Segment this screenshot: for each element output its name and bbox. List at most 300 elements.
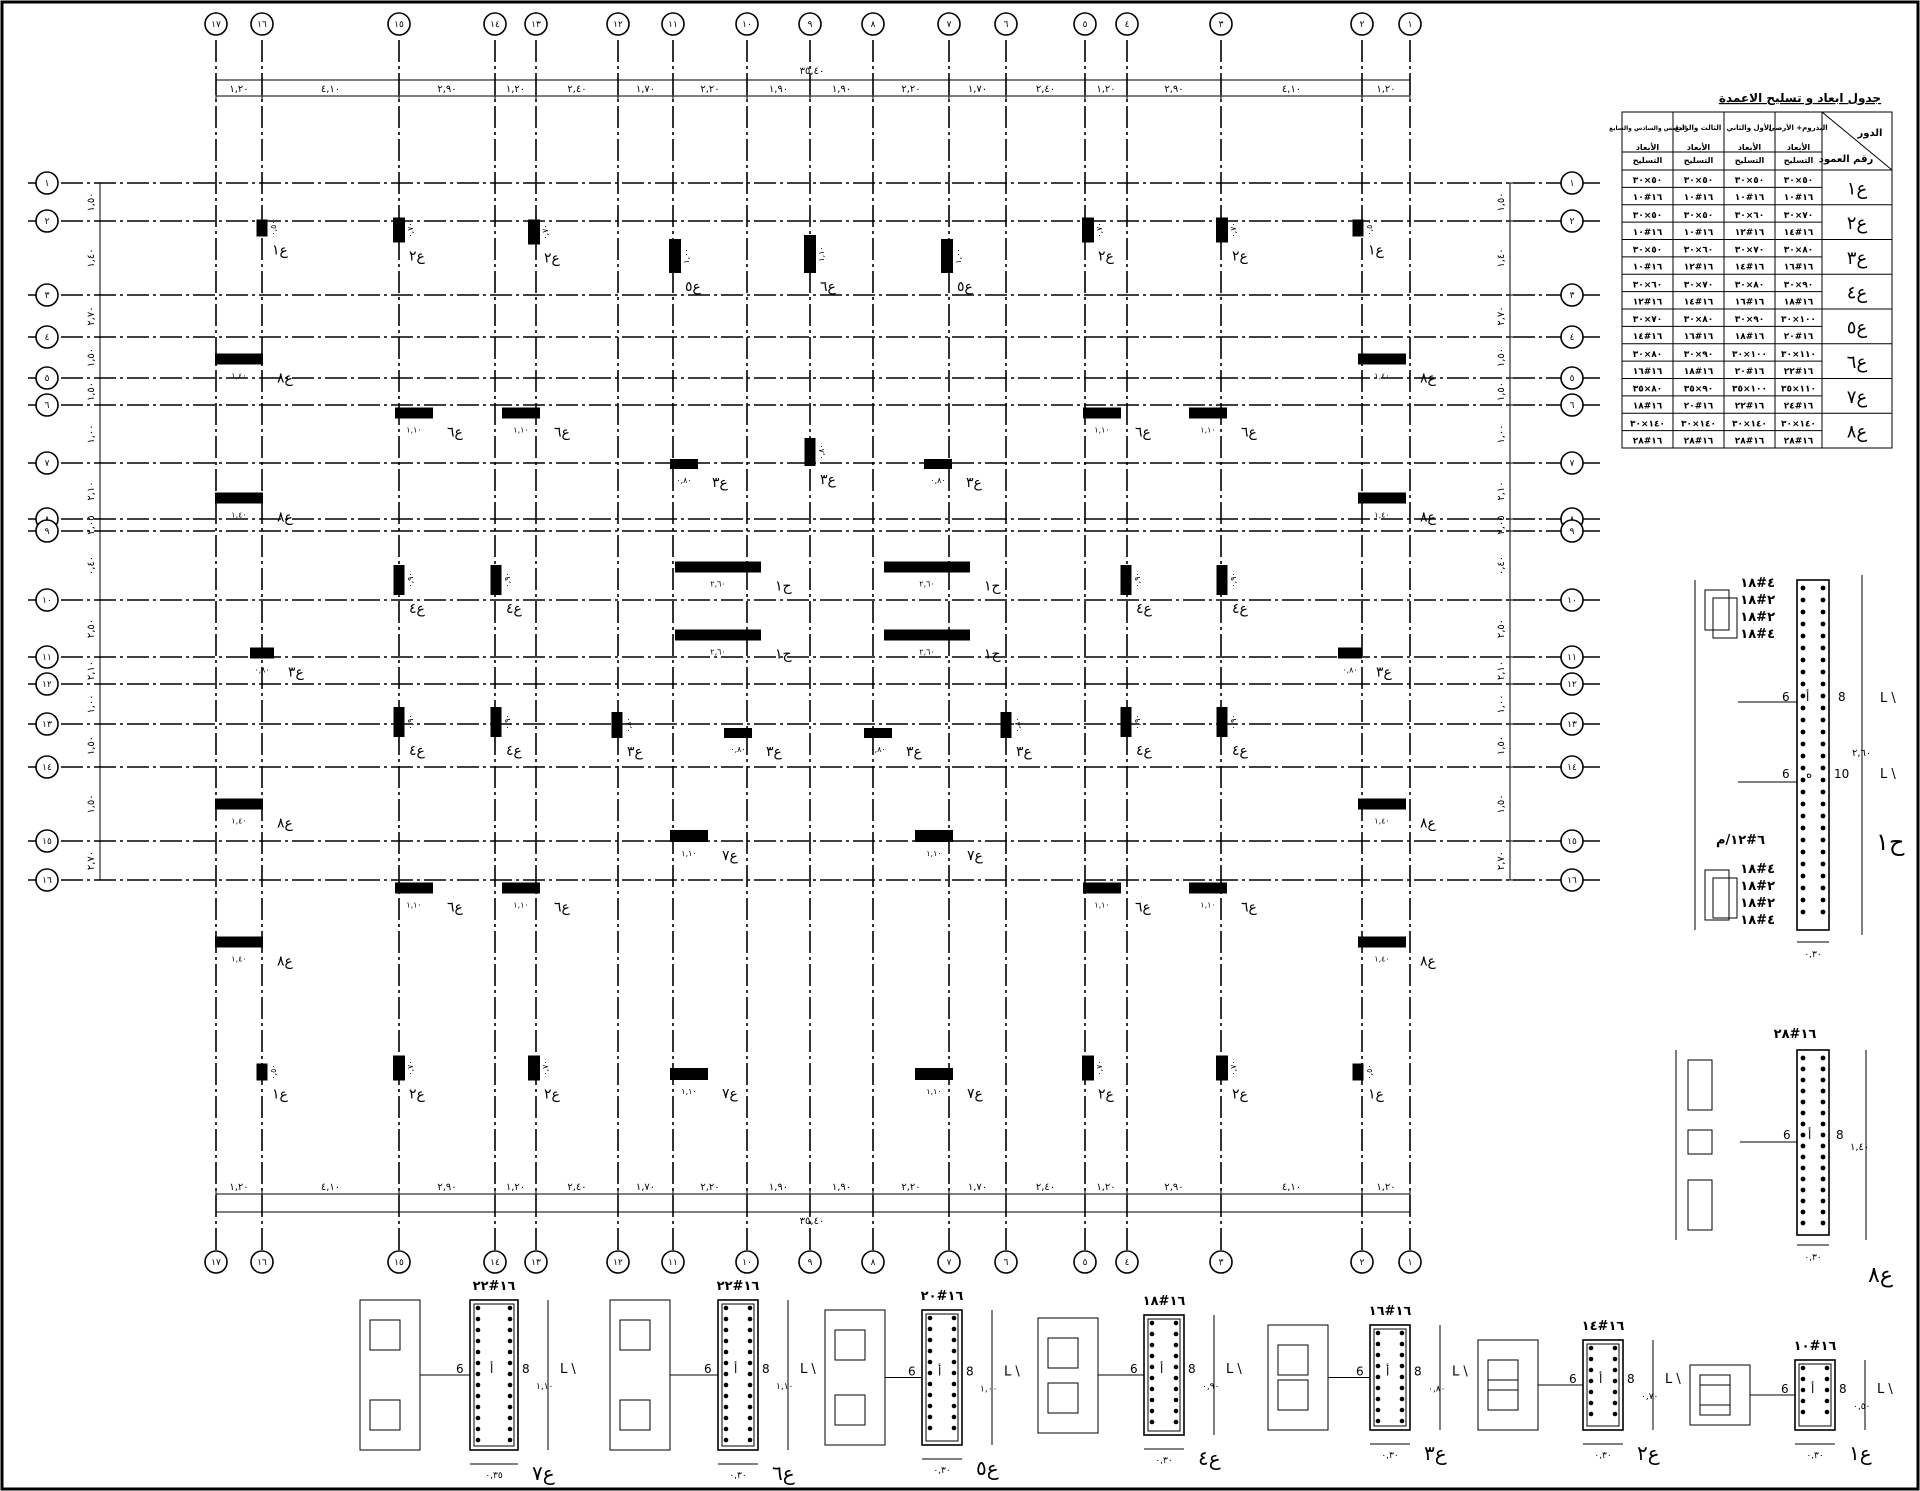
table-rows <box>1622 176 1892 448</box>
column-dimension: ٠,٨٠ <box>817 444 826 460</box>
rebar-dot <box>1821 1133 1826 1138</box>
axis-label: ١٧ <box>211 1258 221 1268</box>
axis-label: ١٦ <box>1567 876 1577 886</box>
table-cell-dims: ١٠٠×٣٥ <box>1731 384 1768 395</box>
column <box>491 565 502 595</box>
column <box>215 937 263 948</box>
column <box>257 1064 268 1081</box>
rebar-dot <box>1801 1377 1806 1382</box>
column-label: ع٤ <box>1232 743 1248 759</box>
rebar-dot <box>1801 1155 1806 1160</box>
rebar-dot <box>1150 1409 1155 1414</box>
rebar-dot <box>1821 622 1826 627</box>
y-dimension: ١,٥٠ <box>86 192 97 212</box>
table-cell-dims: ٩٠×٣٠ <box>1734 315 1765 325</box>
axis-label: ٩ <box>807 1258 813 1268</box>
h1-l-symbol-2: L \ <box>1880 767 1896 782</box>
column-label: ع٣ <box>1376 664 1392 681</box>
rebar-dot <box>1150 1376 1155 1381</box>
column <box>804 235 816 273</box>
column-dimension: ١,١٠ <box>513 900 529 910</box>
rebar-dot <box>1174 1398 1179 1403</box>
section-length: ١,٠٠ <box>980 1384 998 1395</box>
column-dimension: ٠,٧٠ <box>1095 222 1104 238</box>
rebar-dot <box>1801 1067 1806 1072</box>
column-dimension: ٠,٨٠ <box>624 717 633 733</box>
column-label: ع٢ <box>1098 248 1114 265</box>
x-dimension: ٤,١٠ <box>320 84 341 95</box>
h1-label: ح١ <box>1876 828 1905 856</box>
column-label: ع٣ <box>966 475 982 491</box>
column-label: ع٣ <box>712 475 728 491</box>
table-cell-dims: ٥٠×٣٠ <box>1683 176 1714 186</box>
column-dimension: ٠,٧٠ <box>1229 222 1238 238</box>
table-cell-steel: ١٦#١٦ <box>1632 366 1663 377</box>
rebar-dot <box>1801 826 1806 831</box>
section-length: ٠,٩٠ <box>1202 1382 1220 1392</box>
axis-label: ١١ <box>1567 653 1577 663</box>
column-dimension: ٠,٥٠ <box>1365 220 1374 236</box>
rebar-dot <box>476 1350 481 1355</box>
section-steel: ١٦#٢٢ <box>472 1279 516 1294</box>
column-dimension: ٠,٧٠ <box>406 222 415 238</box>
subheader-steel: التسليح <box>1783 156 1814 165</box>
rebar-dot <box>1613 1379 1618 1384</box>
column <box>1121 707 1132 737</box>
column-label: ع٢ <box>1232 248 1248 265</box>
section-mark-alef: أ <box>490 1362 494 1376</box>
axis-label: ١٣ <box>531 20 541 30</box>
table-cell-steel: ١٦#١٠ <box>1783 193 1814 203</box>
column <box>395 883 433 894</box>
rebar-dot <box>724 1350 729 1355</box>
rebar-dot <box>508 1383 513 1388</box>
rebar-dot <box>1801 1177 1806 1182</box>
column-dimension: ١,١٠ <box>926 1087 942 1096</box>
rebar-dot <box>1150 1420 1155 1425</box>
rebar-dot <box>1821 826 1826 831</box>
axis-label: ١٥ <box>1567 837 1577 847</box>
column-label: ع٦ <box>554 424 570 441</box>
a8-section-outline <box>1797 1050 1829 1235</box>
x-dimension: ٢,٩٠ <box>1164 84 1184 95</box>
rebar-dot <box>928 1415 933 1420</box>
column-dimension: ٢,٦٠ <box>919 579 935 589</box>
section-width: ٠,٣٠ <box>729 1471 747 1481</box>
table-cell-steel: ١٦#١٠ <box>1632 193 1663 203</box>
rebar-dot <box>1821 1210 1826 1215</box>
column <box>1083 408 1121 419</box>
h1-stirrup-note: ٦#١٢/م <box>1716 833 1765 848</box>
rebar-dot <box>1821 1166 1826 1171</box>
rebar-dot <box>952 1349 957 1354</box>
section-mark-alef: أ <box>1160 1362 1164 1376</box>
rebar-dot <box>748 1372 753 1377</box>
section-width: ٠,٣٠ <box>933 1466 951 1476</box>
column <box>724 728 752 738</box>
axis-label: ٩ <box>44 527 50 537</box>
section-steel: ١٦#٢٠ <box>920 1289 964 1304</box>
column-section <box>1478 1319 1681 1465</box>
rebar-dot <box>508 1339 513 1344</box>
table-cell-dims: ١٤٠×٣٠ <box>1731 419 1768 430</box>
rebar-dot <box>508 1317 513 1322</box>
axis-label: ٦ <box>44 401 50 411</box>
axis-label: ١٥ <box>394 1258 404 1268</box>
section-label: ع٣ <box>1424 1441 1447 1465</box>
column-label: ح١ <box>775 646 792 663</box>
column <box>1353 220 1364 237</box>
column-dimension: ٢,٦٠ <box>710 647 726 657</box>
axis-label: ١٠ <box>742 1258 752 1268</box>
rebar-dot <box>1801 814 1806 819</box>
x-dimension: ١,٩٠ <box>831 1182 852 1193</box>
stirrup-detail-link <box>370 1400 400 1430</box>
x-dimension: ٢,٢٠ <box>901 1182 921 1193</box>
rebar-dot <box>476 1339 481 1344</box>
table-cell-dims: ٥٠×٣٠ <box>1632 245 1663 256</box>
section-steel: ١٦#١٤ <box>1581 1319 1625 1334</box>
x-dimension: ٢,٤٠ <box>567 1182 587 1193</box>
column-sections-row <box>360 1279 1893 1485</box>
rebar-dot <box>476 1383 481 1388</box>
column <box>884 630 970 641</box>
x-dimension: ٢,٤٠ <box>567 84 587 95</box>
rebar-dot <box>1150 1343 1155 1348</box>
axis-label: ١٥ <box>394 20 404 30</box>
rebar-dot <box>1821 754 1826 759</box>
column-label: ح١ <box>775 578 792 595</box>
rebar-dot <box>1801 1078 1806 1083</box>
rebar-dot <box>508 1372 513 1377</box>
rebar-dot <box>508 1427 513 1432</box>
rebar-dot <box>748 1427 753 1432</box>
rebar-dot <box>928 1327 933 1332</box>
column-dimension: ٠,٩٠ <box>1133 572 1142 588</box>
section-mark-8: 8 <box>1627 1372 1635 1386</box>
column-label: ع٧ <box>722 848 738 864</box>
rebar-dot <box>1821 814 1826 819</box>
rebar-dot <box>748 1416 753 1421</box>
table-row-column-label: ع٣ <box>1846 247 1868 269</box>
section-mark-alef: أ <box>1386 1364 1390 1379</box>
section-mark-8: 8 <box>1839 1382 1847 1396</box>
y-dimension: ٢,٧٠ <box>1496 306 1507 326</box>
section-mark-alef: أ <box>938 1364 942 1379</box>
rebar-dot <box>1801 1210 1806 1215</box>
column-label: ع٣ <box>766 744 782 760</box>
rebar-dot <box>1821 694 1826 699</box>
column-label: ع٤ <box>506 601 522 617</box>
section-mark-8: 8 <box>762 1362 770 1376</box>
axis-label: ١ <box>1569 179 1575 189</box>
rebar-dot <box>1821 658 1826 663</box>
axis-label: ١٣ <box>42 720 52 730</box>
column-label: ع١ <box>272 242 288 259</box>
column <box>215 799 263 810</box>
column-dimension: ٠,٥٠ <box>269 220 278 236</box>
column-label: ع٥ <box>685 279 701 295</box>
table-cell-steel: ١٦#٢٤ <box>1783 401 1814 412</box>
table-cell-dims: ٩٠×٣٥ <box>1683 384 1714 395</box>
axis-label: ١١ <box>668 1258 678 1268</box>
column-dimension: ٠,٨٠ <box>870 745 886 754</box>
section-outline <box>1795 1360 1835 1430</box>
table-cell-steel: ١٦#٢٢ <box>1734 401 1765 412</box>
y-dimension: ٢,٠٥ <box>1496 515 1507 535</box>
column <box>1189 883 1227 894</box>
column <box>884 562 970 573</box>
stirrup-detail <box>360 1300 420 1450</box>
rebar-dot <box>724 1361 729 1366</box>
column-label: ح١ <box>984 646 1001 663</box>
table-cell-steel: ١٦#٢٠ <box>1683 401 1714 412</box>
axis-label: ٢ <box>1359 1258 1365 1268</box>
subheader-steel: التسليح <box>1734 156 1765 165</box>
rebar-dot <box>1821 1111 1826 1116</box>
axis-label: ٤ <box>1124 20 1130 30</box>
rebar-dot <box>1589 1357 1594 1362</box>
rebar-dot <box>476 1328 481 1333</box>
rebar-dot <box>1821 874 1826 879</box>
rebar-dot <box>1821 766 1826 771</box>
column-label: ع٨ <box>1420 370 1436 387</box>
rebar-dot <box>1174 1365 1179 1370</box>
x-dimension: ٢,٤٠ <box>1035 1182 1056 1193</box>
table-cell-steel: ١٦#١٨ <box>1783 297 1814 308</box>
table-cell-dims: ١٠٠×٣٠ <box>1731 349 1768 360</box>
table-cell-dims: ١٠٠×٣٠ <box>1780 315 1817 325</box>
axis-label: ١٤ <box>42 763 52 773</box>
a8-stirrup-2 <box>1688 1130 1712 1154</box>
stirrup-detail <box>1690 1365 1750 1425</box>
column-label: ع٧ <box>967 848 983 864</box>
table-cell-steel: ١٦#٢٠ <box>1734 366 1765 377</box>
rebar-dot <box>1150 1387 1155 1392</box>
axis-label: ٦ <box>1003 20 1009 30</box>
rebar-dot <box>952 1393 957 1398</box>
column <box>394 707 405 737</box>
column <box>675 562 761 573</box>
section-l-symbol: L \ <box>1665 1372 1681 1387</box>
column <box>528 1056 540 1081</box>
column <box>257 220 268 237</box>
table-cell-dims: ٨٠×٣٠ <box>1632 349 1663 360</box>
h1-bar-7: ٢#١٨ <box>1740 896 1775 911</box>
column <box>670 1068 708 1080</box>
rebar-dot <box>928 1360 933 1365</box>
column <box>1189 408 1227 419</box>
section-steel: ١٦#٢٢ <box>716 1279 760 1294</box>
column <box>395 408 433 419</box>
column <box>1338 648 1362 659</box>
column-dimension: ٢,٦٠ <box>710 579 726 589</box>
rebar-dot <box>928 1426 933 1431</box>
rebar-dot <box>952 1426 957 1431</box>
axis-label: ١٠ <box>742 20 752 30</box>
h1-mark-8: 8 <box>1838 690 1846 704</box>
column <box>864 728 892 738</box>
rebar-dot <box>1821 778 1826 783</box>
table-row-column-label: ع٧ <box>1846 386 1868 408</box>
rebar-dot <box>1400 1386 1405 1391</box>
axis-label: ١ <box>44 179 50 189</box>
section-l-symbol: L \ <box>1226 1362 1242 1377</box>
section-mark-8: 8 <box>1414 1364 1422 1379</box>
column-dimension: ١,٤٠ <box>1374 510 1390 520</box>
table-cell-dims: ٧٠×٣٠ <box>1783 210 1814 221</box>
axis-label: ٤ <box>1569 333 1575 343</box>
rebar-dot <box>1825 1377 1830 1382</box>
column <box>491 707 502 737</box>
column-label: ع٨ <box>277 815 293 832</box>
section-mark-alef: أ <box>1599 1372 1603 1386</box>
axis-label: ٢ <box>44 217 50 227</box>
column-dimension: ١,١٠ <box>681 1087 697 1096</box>
section-mark-8: 8 <box>1188 1362 1196 1376</box>
rebar-dot <box>1801 1111 1806 1116</box>
rebar-dot <box>1801 790 1806 795</box>
column-dimension: ٠,٩٠ <box>1229 714 1238 730</box>
rebar-dot <box>1821 1122 1826 1127</box>
rebar-dot <box>1400 1353 1405 1358</box>
rebar-dot <box>724 1306 729 1311</box>
section-mark-6: 6 <box>908 1364 916 1379</box>
x-dimension: ٢,٩٠ <box>437 1182 457 1193</box>
y-dimension: ١,٥٠ <box>1496 381 1507 402</box>
bottom-overall-dimension: ٣٥,٤٠ <box>799 1216 825 1227</box>
column-dimension: ٠,٨٠ <box>676 476 692 485</box>
column-label: ع٦ <box>820 279 836 295</box>
rebar-dot <box>1801 1056 1806 1061</box>
stirrup-detail-link <box>1488 1380 1518 1410</box>
table-row-column-label: ع٢ <box>1846 213 1868 235</box>
rebar-dot <box>1801 1100 1806 1105</box>
rebar-dot <box>476 1416 481 1421</box>
floor-header-2: الأول والثاني <box>1726 124 1772 132</box>
rebar-dot <box>1400 1408 1405 1413</box>
rebar-dot <box>748 1383 753 1388</box>
table-cell-dims: ٨٠×٣٠ <box>1734 280 1765 291</box>
rebar-dot <box>724 1438 729 1443</box>
table-cell-dims: ٥٠×٣٠ <box>1734 176 1765 186</box>
table-cell-steel: ١٦#١٢ <box>1632 297 1663 308</box>
rebar-dot <box>1821 1144 1826 1149</box>
stirrup-detail-link <box>620 1400 650 1430</box>
h1-bar-1: ٤#١٨ <box>1740 576 1775 591</box>
column-label: ع٢ <box>1098 1086 1114 1103</box>
axis-label: ١٢ <box>42 680 52 690</box>
section-stirrup <box>926 1314 958 1441</box>
column-plan <box>28 13 1600 1273</box>
section-mark-6: 6 <box>1130 1362 1138 1376</box>
column <box>670 830 708 842</box>
column-label: ع٦ <box>554 899 570 916</box>
column <box>805 438 816 466</box>
rebar-dot <box>1821 670 1826 675</box>
section-label: ع٢ <box>1637 1441 1660 1465</box>
rebar-dot <box>1801 658 1806 663</box>
stirrup-detail-link <box>620 1320 650 1350</box>
rebar-dot <box>508 1438 513 1443</box>
axis-label: ١٤ <box>490 20 500 30</box>
table-row-column-label: ع١ <box>1846 178 1868 200</box>
h1-width: ٠,٣٠ <box>1804 950 1822 960</box>
table-cell-dims: ١٤٠×٣٠ <box>1680 419 1717 430</box>
rebar-dot <box>1376 1342 1381 1347</box>
stirrup-detail-link <box>1278 1345 1308 1375</box>
rebar-dot <box>952 1360 957 1365</box>
column-label: ع٨ <box>1420 509 1436 526</box>
rebar-dot <box>1821 742 1826 747</box>
column-dimension: ١,١٠ <box>1200 900 1216 910</box>
column-section <box>825 1289 1020 1480</box>
subheader-steel: التسليح <box>1632 156 1663 165</box>
rebar-dot <box>1613 1390 1618 1395</box>
rebar-dot <box>1400 1375 1405 1380</box>
stirrup-detail <box>1038 1318 1098 1433</box>
column-dimension: ٠,٧٠ <box>1095 1060 1104 1076</box>
column <box>924 459 952 469</box>
column-label: ع٣ <box>1016 744 1032 760</box>
axis-label: ١٦ <box>257 1258 267 1268</box>
column-dimension: ١,٤٠ <box>231 510 247 520</box>
rebar-dot <box>1821 646 1826 651</box>
section-label: ع١ <box>1849 1441 1872 1465</box>
table-cell-steel: ١٦#٢٢ <box>1783 366 1814 377</box>
rebar-dot <box>508 1416 513 1421</box>
axis-label: ٣ <box>1569 291 1575 301</box>
rebar-dot <box>1821 586 1826 591</box>
section-width: ٠,٣٥ <box>485 1471 503 1481</box>
column-dimension: ١,٤٠ <box>231 371 247 381</box>
rebar-dot <box>476 1394 481 1399</box>
top-overall-dimension: ٣٥,٤٠ <box>799 66 825 77</box>
section-length: ٠,٧٠ <box>1641 1392 1659 1402</box>
rebar-dot <box>952 1415 957 1420</box>
rebar-dot <box>1821 730 1826 735</box>
column-label: ع٤ <box>409 743 425 759</box>
section-mark-6: 6 <box>704 1362 712 1376</box>
rebar-dot <box>928 1371 933 1376</box>
axis-label: ٥ <box>1569 374 1575 384</box>
rebar-dot <box>1150 1332 1155 1337</box>
column-dimension: ١,١٠ <box>817 246 826 262</box>
section-label: ع٦ <box>772 1461 795 1485</box>
column-dimension: ١,٤٠ <box>231 954 247 964</box>
y-dimension: ١,٥٠ <box>86 347 97 368</box>
rebar-dot <box>1801 610 1806 615</box>
column-label: ع١ <box>1368 242 1384 259</box>
table-cell-dims: ٨٠×٣٠ <box>1683 315 1714 325</box>
rebar-dot <box>508 1350 513 1355</box>
h1-mark-ha: ه <box>1806 767 1813 781</box>
axis-label: ٥ <box>1082 20 1088 30</box>
rebar-dot <box>1801 646 1806 651</box>
rebar-dot <box>508 1405 513 1410</box>
column-label: ع٥ <box>957 279 973 295</box>
table-cell-dims: ٥٠×٣٠ <box>1683 210 1714 221</box>
y-dimension: ١,٥٠ <box>86 794 97 814</box>
table-cell-dims: ٥٠×٣٠ <box>1632 176 1663 186</box>
x-dimension: ٤,١٠ <box>1281 1182 1302 1193</box>
rebar-dot <box>508 1328 513 1333</box>
rebar-dot <box>1801 586 1806 591</box>
table-cell-dims: ٦٠×٣٠ <box>1734 210 1765 221</box>
table-cell-steel: ١٦#١٠ <box>1632 227 1663 238</box>
table-cell-steel: ١٦#١٢ <box>1683 262 1714 273</box>
column <box>502 883 540 894</box>
